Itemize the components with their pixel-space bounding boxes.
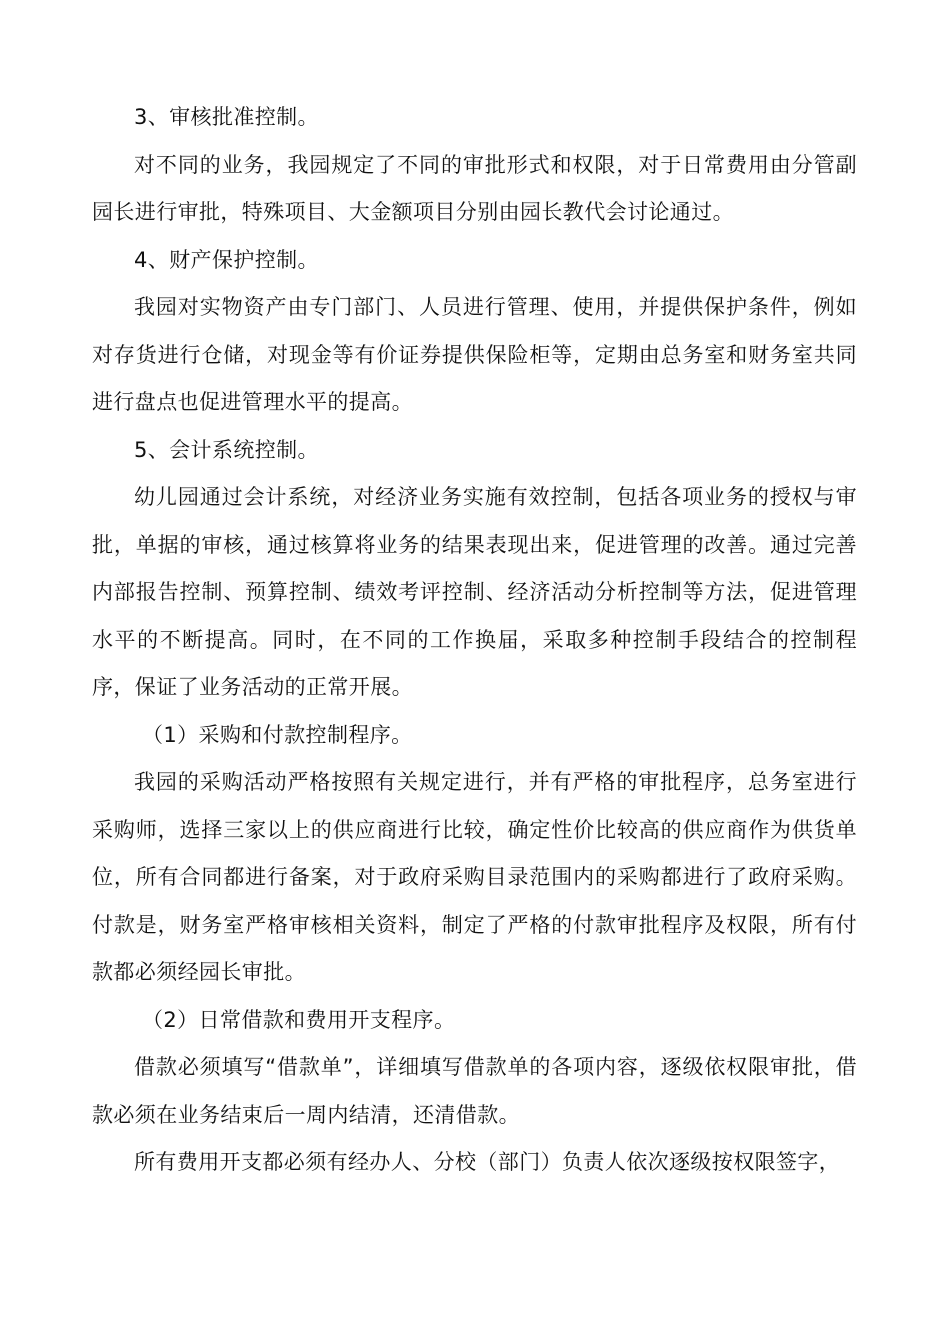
section-heading-accounting: 5、会计系统控制。 <box>134 437 319 462</box>
paragraph-approval: 对不同的业务，我园规定了不同的审批形式和权限，对于日常费用由分管副园长进行审批，特殊项目、大金额项目分别由园长教代会讨论通过。 <box>92 152 857 224</box>
section-heading-approval: 3、审核批准控制。 <box>134 105 319 129</box>
paragraph-procurement: 我园的采购活动严格按照有关规定进行，并有严格的审批程序，总务室进行采购师，选择三家以上的供应商进行比较，确定性价比较高的供应商作为供货单位，所有合同都进行备案，对于政府采购目录范围内的采购都进行了政府采购。付款是，财务室严格审核相关资料，制定了严格的付款审批程序及权限，所有付款都必须经园长审批。 <box>92 770 857 984</box>
paragraph-borrowing: 借款必须填写“借款单”，详细填写借款单的各项内容，逐级依权限审批，借款必须在业务结束后一周内结清，还清借款。 <box>92 1055 857 1127</box>
paragraph-property: 我园对实物资产由专门部门、人员进行管理、使用，并提供保护条件，例如对存货进行仓储，对现金等有价证券提供保险柜等，定期由总务室和财务室共同进行盘点也促进管理水平的提高。 <box>92 295 857 414</box>
subsection-heading-borrowing: （2）日常借款和费用开支程序。 <box>142 1007 456 1032</box>
paragraph-accounting: 幼儿园通过会计系统，对经济业务实施有效控制，包括各项业务的授权与审批，单据的审核，通过核算将业务的结果表现出来，促进管理的改善。通过完善内部报告控制、预算控制、绩效考评控制、经济活动分析控制等方法，促进管理水平的不断提高。同时，在不同的工作换届，采取多种控制手段结合的控制程序，保证了业务活动的正常开展。 <box>92 485 857 699</box>
paragraph-expenses: 所有费用开支都必须有经办人、分校（部门）负责人依次逐级按权限签字， <box>134 1150 841 1174</box>
document-page <box>92 94 857 1187</box>
subsection-heading-procurement: （1）采购和付款控制程序。 <box>142 722 413 747</box>
section-heading-property: 4、财产保护控制。 <box>134 247 319 272</box>
